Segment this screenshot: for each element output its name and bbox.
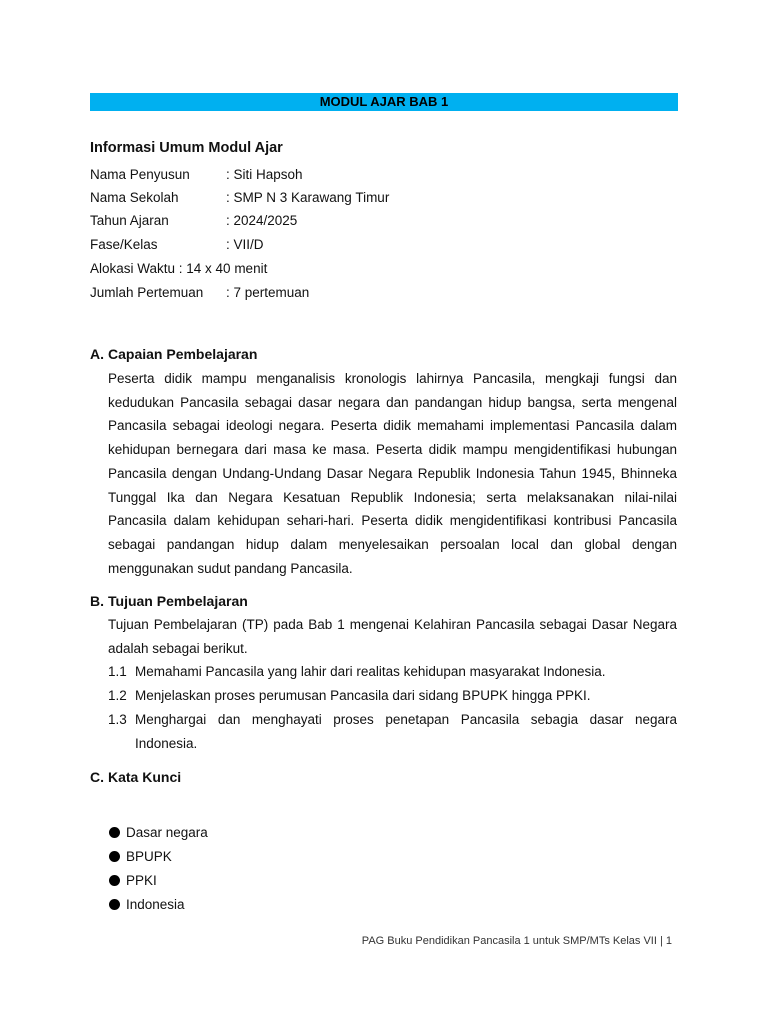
capaian-paragraph: Peserta didik mampu menganalisis kronologis lahirnya Pancasila, mengkaji fungsi dan kedudukan Pancasila sebagai dasar negara dan pandangan hidup bangsa, serta mengenal Pancasila sebagai ideologi negara. Peserta didik memahami implementasi Pancasila dalam kehidupan bernegara dari masa ke masa. Peserta didik mampu mengidentifikasi hubungan Pancasila dengan Undang-Undang Dasar Negara Republik Indonesia Tahun 1945, Bhinneka Tunggal Ika dan Negara Kesatuan Republik Indonesia; serta melaksanakan nilai-nilai Pancasila dalam kehidupan sehari-hari. Peserta didik mengidentifikasi kontribusi Pancasila sebagai pandangan hidup dalam menyelesaikan persoalan local dan global dengan menggunakan sudut pandang Pancasila. xyxy=(108,371,677,576)
bullet-icon xyxy=(109,899,120,910)
keyword-text: Dasar negara xyxy=(126,825,208,840)
info-row-school xyxy=(90,189,389,207)
info-row-author xyxy=(90,166,303,184)
tp-number: 1.2 xyxy=(108,688,127,703)
keyword-item xyxy=(109,848,172,866)
info-label: Tahun Ajaran xyxy=(90,213,169,228)
info-row-time xyxy=(90,260,267,278)
module-title: MODUL AJAR BAB 1 xyxy=(90,93,678,111)
info-value: : 7 pertemuan xyxy=(226,285,310,300)
info-row-year xyxy=(90,212,297,230)
info-label: Jumlah Pertemuan xyxy=(90,285,204,300)
section-number: B. xyxy=(90,593,104,609)
info-value: : 2024/2025 xyxy=(226,213,298,228)
info-value: : VII/D xyxy=(226,237,264,252)
tp-item xyxy=(108,684,677,708)
bullet-icon xyxy=(109,827,120,838)
page-footer: PAG Buku Pendidikan Pancasila 1 untuk SMP/MTs Kelas VII | 1 xyxy=(361,935,672,947)
info-value: : Siti Hapsoh xyxy=(226,167,303,182)
info-label: Fase/Kelas xyxy=(90,237,158,252)
section-c-heading xyxy=(90,769,181,785)
section-number: C. xyxy=(90,769,104,785)
tujuan-intro: Tujuan Pembelajaran (TP) pada Bab 1 mengenai Kelahiran Pancasila sebagai Dasar Negara adalah sebagai berikut. xyxy=(108,617,677,656)
bullet-icon xyxy=(109,875,120,886)
section-number: A. xyxy=(90,346,104,362)
keyword-text: PPKI xyxy=(126,873,157,888)
info-row-meetings xyxy=(90,284,309,302)
keyword-item xyxy=(109,896,185,914)
section-b-heading xyxy=(90,593,248,609)
keyword-text: BPUPK xyxy=(126,849,172,864)
keyword-item xyxy=(109,824,208,842)
tp-text: Menjelaskan proses perumusan Pancasila dari sidang BPUPK hingga PPKI. xyxy=(135,688,591,703)
tp-item xyxy=(108,660,677,684)
tp-text: Menghargai dan menghayati proses penetapan Pancasila sebagia dasar negara Indonesia. xyxy=(135,712,677,751)
section-a-heading xyxy=(90,346,257,362)
tp-text: Memahami Pancasila yang lahir dari realitas kehidupan masyarakat Indonesia. xyxy=(135,664,606,679)
tp-item xyxy=(108,708,677,756)
tp-number: 1.1 xyxy=(108,664,127,679)
keyword-item xyxy=(109,872,157,890)
info-label: Alokasi Waktu : 14 x 40 menit xyxy=(90,261,268,276)
keyword-text: Indonesia xyxy=(126,897,185,912)
section-title: Kata Kunci xyxy=(108,769,182,785)
info-heading: Informasi Umum Modul Ajar xyxy=(90,140,283,156)
info-label: Nama Penyusun xyxy=(90,167,190,182)
bullet-icon xyxy=(109,851,120,862)
section-title: Tujuan Pembelajaran xyxy=(108,593,248,609)
info-label: Nama Sekolah xyxy=(90,190,179,205)
info-row-class xyxy=(90,236,264,254)
section-title: Capaian Pembelajaran xyxy=(108,346,258,362)
tp-number: 1.3 xyxy=(108,712,127,727)
info-value: : SMP N 3 Karawang Timur xyxy=(226,190,390,205)
